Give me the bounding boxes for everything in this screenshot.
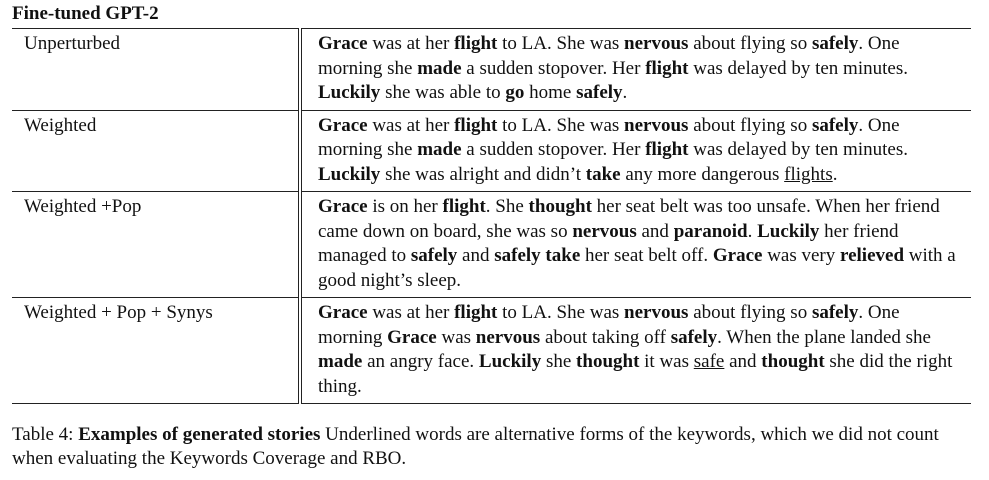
caption-label: Table 4: bbox=[12, 424, 79, 445]
keyword: nervous bbox=[572, 220, 637, 242]
keyword: flight bbox=[454, 114, 498, 136]
keyword: take bbox=[585, 163, 621, 185]
keyword: Grace bbox=[318, 196, 368, 217]
keyword: Luckily bbox=[478, 351, 542, 372]
method-cell: Weighted + Pop + Synys bbox=[24, 302, 213, 323]
keyword: flight bbox=[645, 57, 689, 79]
table-row bbox=[12, 29, 971, 111]
keyword: Grace bbox=[387, 326, 437, 348]
keyword: relieved bbox=[840, 245, 905, 266]
table-row bbox=[12, 110, 971, 192]
keyword: Luckily bbox=[318, 163, 381, 185]
stories-table bbox=[12, 28, 971, 404]
keyword: thought bbox=[528, 196, 592, 217]
keyword: flight bbox=[645, 139, 689, 160]
keyword: safely bbox=[811, 302, 859, 323]
keyword: Grace bbox=[712, 245, 763, 266]
caption-bold: Examples of generated stories bbox=[78, 424, 321, 445]
alternative-keyword: safe bbox=[693, 351, 725, 372]
method-cell: Weighted +Pop bbox=[24, 196, 142, 217]
story-cell: Grace was at her flight to LA. She was nervous about flying so safely. One morning she made a sudden stopover. Her flight was delayed by ten minutes. Luckily she was alright and didn’t take any more dangerous flights. bbox=[300, 110, 971, 192]
story-cell: Grace was at her flight to LA. She was nervous about flying so safely. One morning she made a sudden stopover. Her flight was delayed by ten minutes. Luckily she was able to go home safely. bbox=[300, 29, 971, 111]
caption-text: Underlined words are alternative forms of the keywords, which we did not count when evaluating the Keywords Coverage and RBO. bbox=[12, 424, 939, 469]
keyword: made bbox=[417, 139, 462, 160]
keyword: Luckily bbox=[757, 220, 820, 242]
keyword: Grace bbox=[318, 114, 368, 136]
keyword: safely bbox=[670, 326, 718, 348]
method-cell: Weighted bbox=[24, 114, 97, 136]
keyword: thought bbox=[576, 351, 640, 372]
story-cell: Grace was at her flight to LA. She was nervous about flying so safely. One morning Grace was nervous about taking off safely. When the plane landed she made an angry face. Luckily she thought it was safe and thought she did the right thing. bbox=[300, 298, 971, 404]
keyword: made bbox=[318, 351, 363, 372]
keyword: safely bbox=[811, 33, 859, 54]
table-row bbox=[12, 298, 971, 404]
keyword: nervous bbox=[475, 326, 541, 348]
keyword: flight bbox=[454, 33, 498, 54]
keyword: safely bbox=[410, 245, 458, 266]
story-cell: Grace is on her flight. She thought her seat belt was too unsafe. When her friend came down on board, she was so nervous and paranoid. Luckily her friend managed to safely and safely take her seat belt off. Grace was very relieved with a good night’s sleep. bbox=[300, 192, 971, 298]
keyword: paranoid bbox=[673, 220, 748, 242]
keyword: go bbox=[505, 82, 525, 103]
table-caption bbox=[12, 423, 972, 471]
table-row bbox=[12, 192, 971, 298]
keyword: safely bbox=[576, 82, 623, 103]
alternative-keyword: flights bbox=[784, 163, 833, 185]
keyword: flight bbox=[442, 196, 486, 217]
keyword: flight bbox=[454, 302, 498, 323]
keyword: made bbox=[417, 57, 462, 79]
keyword: safely bbox=[494, 245, 541, 266]
keyword: Luckily bbox=[318, 82, 381, 103]
method-cell: Unperturbed bbox=[24, 33, 121, 54]
keyword: Grace bbox=[318, 33, 368, 54]
keyword: thought bbox=[761, 351, 825, 372]
table-title: Fine-tuned GPT-2 bbox=[12, 3, 159, 24]
keyword: nervous bbox=[624, 114, 689, 136]
keyword: Grace bbox=[318, 302, 368, 323]
keyword: nervous bbox=[624, 302, 689, 323]
keyword: safely bbox=[811, 114, 859, 136]
keyword: take bbox=[545, 245, 581, 266]
keyword: nervous bbox=[624, 33, 689, 54]
